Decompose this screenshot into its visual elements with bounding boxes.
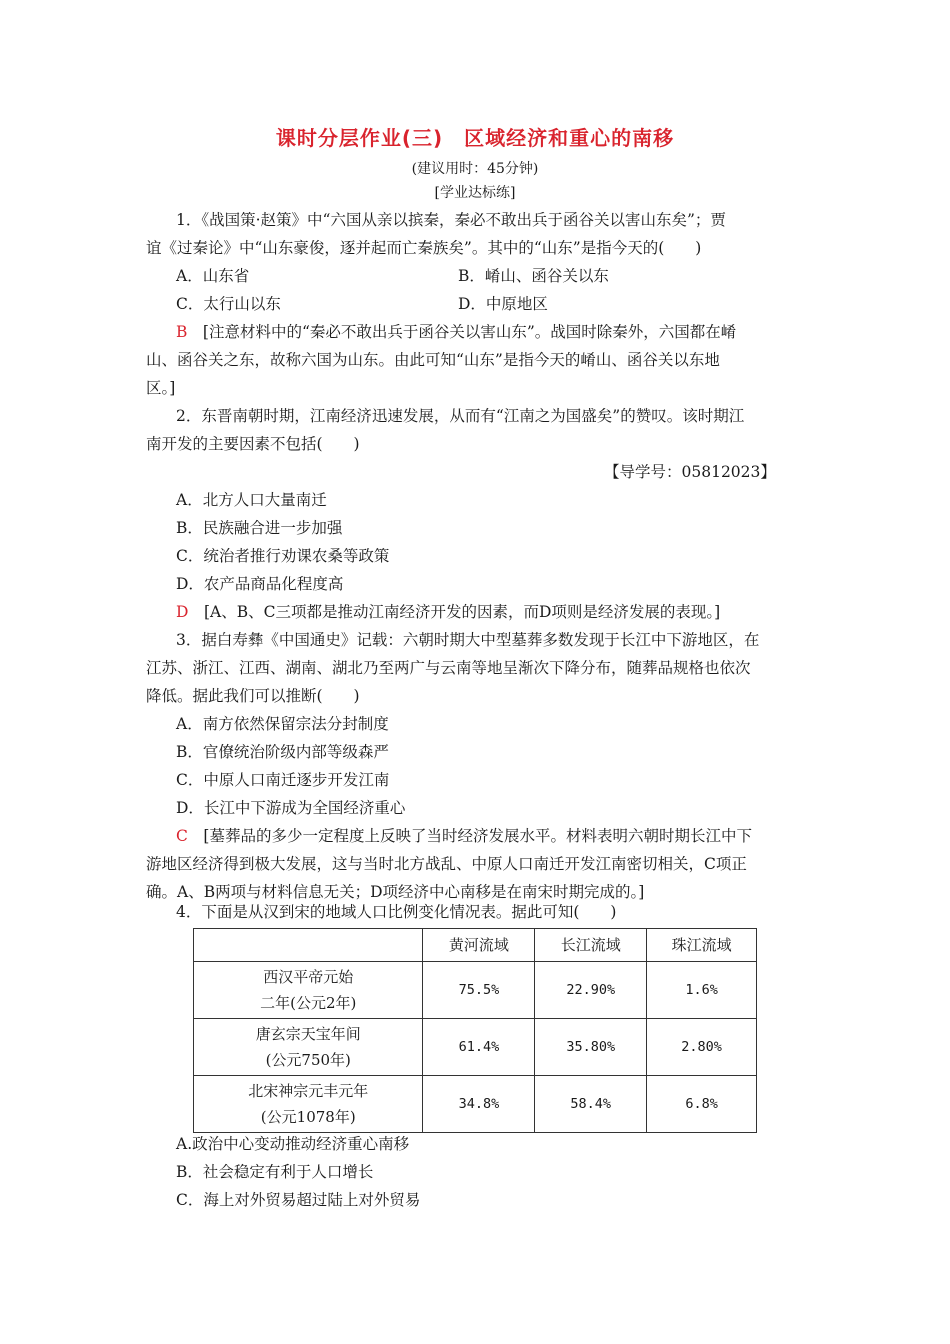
table-row-label <box>194 962 423 1019</box>
q3-explanation-line-1 <box>176 826 752 846</box>
table-header-cell: 长江流域 <box>535 929 647 962</box>
q4-option-c: C．海上对外贸易超过陆上对外贸易 <box>176 1191 421 1209</box>
q2-answer: D <box>176 603 189 621</box>
q1-option-b: B．崤山、函谷关以东 <box>458 267 609 285</box>
q1-answer: B <box>176 323 188 341</box>
q3-stem-line-2: 江苏、浙江、江西、湖南、湖北乃至两广与云南等地呈渐次下降分布，随葬品规格也依次 <box>146 659 751 677</box>
q1-explanation-text-1: [注意材料中的“秦必不敢出兵于函谷关以害山东”。战国时除秦外，六国都在崤 <box>202 323 737 341</box>
table-cell: 58.4% <box>535 1076 647 1133</box>
q2-stem-line-1: 2．东晋南朝时期，江南经济迅速发展，从而有“江南之为国盛矣”的赞叹。该时期江 <box>176 407 745 425</box>
table-row <box>194 962 757 1019</box>
q2-explanation-text-1: [A、B、C三项都是推动江南经济开发的因素，而D项则是经济发展的表现。] <box>203 603 721 621</box>
q3-option-c: C．中原人口南迁逐步开发江南 <box>176 771 390 789</box>
table-row-label <box>194 1076 423 1133</box>
q3-option-d: D．长江中下游成为全国经济重心 <box>176 799 406 817</box>
table-cell: 75.5% <box>423 962 535 1019</box>
table-cell: 6.8% <box>647 1076 757 1133</box>
q2-option-d: D．农产品商品化程度高 <box>176 575 344 593</box>
q3-option-a: A．南方依然保留宗法分封制度 <box>176 715 389 733</box>
q3-explanation-text-1: [墓葬品的多少一定程度上反映了当时经济发展水平。材料表明六朝时期长江中下 <box>203 827 752 845</box>
q3-explanation-line-3: 确。A、B两项与材料信息无关；D项经济中心南移是在南宋时期完成的。] <box>146 883 645 901</box>
row-label-line-1: 唐玄宗天宝年间 <box>255 1025 361 1043</box>
q2-option-c: C．统治者推行劝课农桑等政策 <box>176 547 390 565</box>
population-table <box>193 928 757 1133</box>
row-label-line-1: 西汉平帝元始 <box>263 968 354 986</box>
q1-option-a: A．山东省 <box>176 267 250 285</box>
table-cell: 1.6% <box>647 962 757 1019</box>
q2-explanation-line-1 <box>176 602 720 622</box>
table-cell: 35.80% <box>535 1019 647 1076</box>
q3-option-b: B．官僚统治阶级内部等级森严 <box>176 743 389 761</box>
q3-stem-line-3: 降低。据此我们可以推断( ) <box>146 687 360 705</box>
q1-option-d: D．中原地区 <box>458 295 548 313</box>
section-heading: [学业达标练] <box>434 185 516 201</box>
q1-explanation-line-3: 区。] <box>146 379 176 397</box>
q2-option-a: A．北方人口大量南迁 <box>176 491 327 509</box>
q3-explanation-line-2: 游地区经济得到极大发展，这与当时北方战乱、中原人口南迁开发江南密切相关，C项正 <box>146 855 747 873</box>
table-header-cell <box>194 929 423 962</box>
table-row <box>194 1076 757 1133</box>
table-cell: 61.4% <box>423 1019 535 1076</box>
table-header-cell: 黄河流域 <box>423 929 535 962</box>
row-label-line-2: (公元1078年) <box>260 1108 356 1126</box>
q1-explanation-line-2: 山、函谷关之东，故称六国为山东。由此可知“山东”是指今天的崤山、函谷关以东地 <box>146 351 720 369</box>
q3-stem-line-1: 3．据白寿彝《中国通史》记载：六朝时期大中型墓葬多数发现于长江中下游地区，在 <box>176 631 760 649</box>
q1-stem-line-1: 1．《战国策·赵策》中“六国从亲以摈秦，秦必不敢出兵于函谷关以害山东矣”；贾 <box>176 211 726 229</box>
table-cell: 34.8% <box>423 1076 535 1133</box>
table-header-row <box>194 929 757 962</box>
table-cell: 2.80% <box>647 1019 757 1076</box>
q4-stem-line-1: 4．下面是从汉到宋的地域人口比例变化情况表。据此可知( ) <box>176 903 617 921</box>
q1-explanation-line-1 <box>176 322 736 342</box>
q1-option-c: C．太行山以东 <box>176 295 281 313</box>
q3-answer: C <box>176 827 188 845</box>
table-cell: 22.90% <box>535 962 647 1019</box>
table-row-label <box>194 1019 423 1076</box>
q2-guide-number: 【导学号：05812023】 <box>604 463 776 481</box>
table-header-cell: 珠江流域 <box>647 929 757 962</box>
row-label-line-2: (公元750年) <box>265 1051 351 1069</box>
q4-option-b: B．社会稳定有利于人口增长 <box>176 1163 374 1181</box>
time-note: (建议用时：45分钟) <box>411 161 539 177</box>
page-title: 课时分层作业(三) 区域经济和重心的南移 <box>275 126 675 150</box>
table-row <box>194 1019 757 1076</box>
q1-stem-line-2: 谊《过秦论》中“山东豪俊，逐并起而亡秦族矣”。其中的“山东”是指今天的( ) <box>146 239 702 257</box>
q4-option-a: A.政治中心变动推动经济重心南移 <box>176 1135 410 1153</box>
row-label-line-1: 北宋神宗元丰元年 <box>248 1082 369 1100</box>
q2-stem-line-2: 南开发的主要因素不包括( ) <box>146 435 360 453</box>
q2-option-b: B．民族融合进一步加强 <box>176 519 343 537</box>
row-label-line-2: 二年(公元2年) <box>260 994 357 1012</box>
